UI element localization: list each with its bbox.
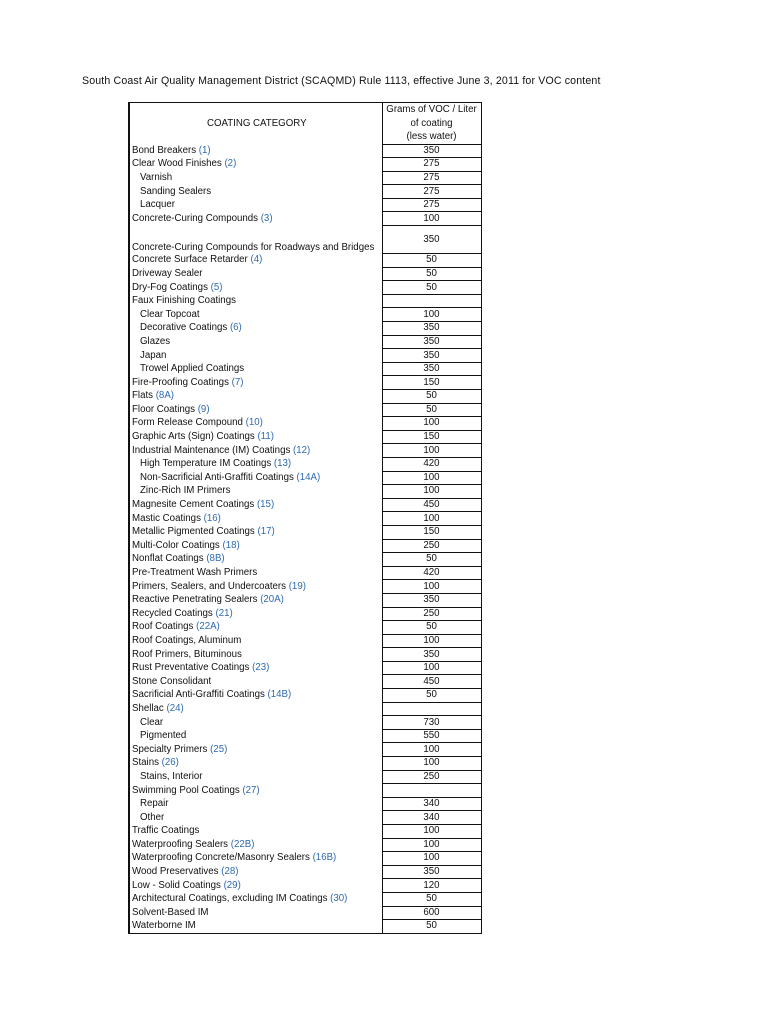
voc-limit-value: 150 [382, 430, 481, 444]
table-row [129, 566, 481, 580]
coating-category-cell [129, 335, 382, 349]
coating-category-name: Dry-Fog Coatings [132, 281, 208, 293]
table-row [129, 593, 481, 607]
voc-limit-value: 50 [382, 553, 481, 567]
footnote-reference: (2) [224, 158, 237, 170]
footnote-reference: (5) [210, 281, 223, 293]
coating-category-cell [129, 621, 382, 635]
table-row [129, 281, 481, 295]
coating-category-cell [129, 593, 382, 607]
footnote-reference: (11) [257, 431, 274, 443]
footnote-reference: (12) [293, 444, 311, 456]
voc-limit-value: 550 [382, 729, 481, 743]
voc-limit-value: 100 [382, 417, 481, 431]
coating-category-cell [129, 770, 382, 784]
coating-category-cell [129, 390, 382, 404]
table-row [129, 403, 481, 417]
coating-category-name: Floor Coatings [132, 403, 195, 415]
table-row [129, 920, 481, 934]
voc-limit-value: 600 [382, 906, 481, 920]
coating-category-name: Mastic Coatings [132, 512, 201, 524]
voc-limit-value: 450 [382, 498, 481, 512]
footnote-reference: (18) [222, 539, 240, 551]
coating-category-name: Decorative Coatings [140, 322, 228, 334]
voc-limit-value: 275 [382, 185, 481, 199]
footnote-reference: (7) [231, 376, 244, 388]
footnote-reference: (21) [215, 607, 233, 619]
coating-category-name: Waterproofing Sealers [132, 838, 229, 850]
coating-category-cell [129, 675, 382, 689]
table-row [129, 335, 481, 349]
coating-category-header: COATING CATEGORY [129, 103, 382, 145]
voc-limit-value: 50 [382, 403, 481, 417]
coating-category-cell [129, 661, 382, 675]
footnote-reference: (17) [257, 526, 275, 538]
coating-category-name: Swimming Pool Coatings [132, 784, 240, 796]
footnote-reference: (29) [223, 879, 241, 891]
footnote-reference: (28) [221, 866, 239, 878]
table-row [129, 322, 481, 336]
footnote-reference: (25) [210, 743, 228, 755]
coating-category-name: Non-Sacrificial Anti-Graffiti Coatings [140, 471, 294, 483]
footnote-reference: (8B) [206, 553, 225, 565]
table-row [129, 390, 481, 404]
coating-category-cell [129, 376, 382, 390]
voc-limit-value: 120 [382, 879, 481, 893]
voc-limit-value [382, 784, 481, 798]
table-row [129, 430, 481, 444]
footnote-reference: (24) [166, 702, 184, 714]
coating-category-cell [129, 906, 382, 920]
footnote-reference: (8A) [155, 390, 175, 402]
coating-category-cell [129, 757, 382, 771]
voc-limit-value: 100 [382, 580, 481, 594]
coating-category-name: Roof Primers, Bituminous [132, 648, 242, 660]
coating-category-cell [129, 308, 382, 322]
footnote-reference: (14A) [296, 471, 321, 483]
voc-limit-value: 100 [382, 743, 481, 757]
voc-limit-value: 50 [382, 892, 481, 906]
coating-category-cell [129, 729, 382, 743]
table-row [129, 770, 481, 784]
coating-category-name: Clear [140, 716, 164, 728]
table-header-row [129, 103, 481, 145]
coating-category-name: Concrete Surface Retarder [132, 254, 248, 266]
voc-limit-value: 450 [382, 675, 481, 689]
voc-limit-value: 275 [382, 171, 481, 185]
table-row [129, 212, 481, 226]
voc-limit-header-line-1: Grams of VOC / Liter [386, 104, 477, 115]
voc-limit-header-line-3: (less water) [406, 131, 457, 142]
document-title: South Coast Air Quality Management District (SCAQMD) Rule 1113, effective June 3, 2011 for VOC content [82, 75, 601, 87]
coating-category-name: Industrial Maintenance (IM) Coatings [132, 444, 291, 456]
voc-limit-value: 100 [382, 634, 481, 648]
coating-category-cell [129, 198, 382, 212]
coating-category-name: Varnish [140, 171, 173, 183]
coating-category-cell [129, 784, 382, 798]
coating-category-cell [129, 702, 382, 716]
coating-category-cell [129, 349, 382, 363]
voc-limit-header [382, 103, 481, 145]
table-row [129, 797, 481, 811]
table-row [129, 675, 481, 689]
voc-limit-value: 100 [382, 838, 481, 852]
coating-category-cell [129, 553, 382, 567]
coating-category-name: Roof Coatings, Aluminum [132, 634, 242, 646]
footnote-reference: (20A) [260, 594, 284, 606]
coating-category-name: Zinc-Rich IM Primers [140, 485, 231, 497]
footnote-reference: (22A) [196, 621, 220, 633]
table-row [129, 716, 481, 730]
voc-limit-value: 50 [382, 920, 481, 934]
voc-limit-value: 275 [382, 198, 481, 212]
coating-category-cell [129, 362, 382, 376]
voc-limit-value: 350 [382, 593, 481, 607]
coating-category-name: Specialty Primers [132, 743, 208, 755]
table-row [129, 362, 481, 376]
coating-category-name: Shellac [132, 702, 164, 714]
voc-limit-value: 150 [382, 376, 481, 390]
coating-category-cell [129, 852, 382, 866]
voc-limit-value: 250 [382, 607, 481, 621]
voc-limit-value: 50 [382, 621, 481, 635]
table-row [129, 553, 481, 567]
table-row [129, 308, 481, 322]
footnote-reference: (6) [229, 322, 242, 334]
voc-limit-value: 350 [382, 648, 481, 662]
table-row [129, 743, 481, 757]
voc-limit-value: 50 [382, 281, 481, 295]
table-row [129, 512, 481, 526]
footnote-reference: (19) [288, 580, 306, 592]
table-row [129, 158, 481, 172]
coating-category-cell [129, 865, 382, 879]
footnote-reference: (22B) [230, 838, 255, 850]
coating-category-cell [129, 525, 382, 539]
coating-category-cell [129, 226, 382, 254]
coating-category-cell [129, 430, 382, 444]
coating-category-name: Lacquer [140, 199, 176, 211]
footnote-reference: (10) [245, 417, 263, 429]
voc-limit-value: 340 [382, 797, 481, 811]
table-row [129, 144, 481, 158]
table-row [129, 825, 481, 839]
coating-category-cell [129, 417, 382, 431]
table-row [129, 580, 481, 594]
coating-category-name: Clear Wood Finishes [132, 158, 222, 170]
coating-category-name: Pigmented [140, 730, 187, 742]
voc-limit-value: 250 [382, 539, 481, 553]
table-row [129, 376, 481, 390]
voc-limit-value: 50 [382, 254, 481, 268]
coating-category-name: Rust Preventative Coatings [132, 662, 250, 674]
coating-category-name: Multi-Color Coatings [132, 539, 220, 551]
coating-category-cell [129, 743, 382, 757]
table-row [129, 689, 481, 703]
table-row [129, 185, 481, 199]
coating-category-name: Waterproofing Concrete/Masonry Sealers [132, 852, 310, 864]
coating-category-cell [129, 811, 382, 825]
coating-category-name: Glazes [140, 335, 171, 347]
coating-category-cell [129, 403, 382, 417]
coating-category-cell [129, 294, 382, 308]
table-row [129, 485, 481, 499]
voc-limit-value: 420 [382, 566, 481, 580]
coating-category-cell [129, 689, 382, 703]
table-row [129, 906, 481, 920]
voc-limit-header-line-2: of coating [410, 117, 453, 129]
table-row [129, 444, 481, 458]
table-row [129, 648, 481, 662]
table-row [129, 349, 481, 363]
coating-category-cell [129, 158, 382, 172]
voc-limit-value: 100 [382, 212, 481, 226]
coating-category-name: Roof Coatings [132, 621, 194, 633]
coating-category-name: Driveway Sealer [132, 267, 203, 279]
table-row [129, 294, 481, 308]
coating-category-cell [129, 566, 382, 580]
coating-category-name: Metallic Pigmented Coatings [132, 526, 255, 538]
table-body [129, 144, 481, 933]
coating-category-name: Solvent-Based IM [132, 906, 209, 918]
coating-category-name: Architectural Coatings, excluding IM Coatings [132, 893, 328, 905]
coating-category-cell [129, 457, 382, 471]
voc-limit-value: 150 [382, 525, 481, 539]
voc-limit-value: 100 [382, 512, 481, 526]
coating-category-name: Other [140, 811, 165, 823]
coating-category-name: Recycled Coatings [132, 607, 213, 619]
footnote-reference: (1) [198, 144, 211, 156]
coating-category-name: Form Release Compound [132, 417, 243, 429]
footnote-reference: (15) [256, 499, 275, 511]
table-row [129, 757, 481, 771]
voc-limit-value: 50 [382, 689, 481, 703]
coating-category-name: Graphic Arts (Sign) Coatings [132, 431, 255, 443]
table-row [129, 838, 481, 852]
coating-category-name: Nonflat Coatings [132, 553, 204, 565]
coating-category-cell [129, 920, 382, 934]
table-row [129, 226, 481, 254]
coating-category-name: Stains [132, 757, 159, 769]
footnote-reference: (16B) [312, 852, 337, 864]
coating-category-cell [129, 498, 382, 512]
table-row [129, 729, 481, 743]
voc-limit-value: 350 [382, 335, 481, 349]
coating-category-name: Stone Consolidant [132, 675, 212, 687]
footnote-reference: (27) [242, 784, 260, 796]
table-row [129, 892, 481, 906]
voc-limit-value: 350 [382, 322, 481, 336]
coating-category-cell [129, 444, 382, 458]
coating-category-name: Concrete-Curing Compounds [132, 212, 258, 224]
coating-category-name: Clear Topcoat [140, 308, 200, 320]
coating-category-cell [129, 512, 382, 526]
voc-limit-value: 420 [382, 457, 481, 471]
footnote-reference: (3) [260, 212, 273, 224]
voc-limit-value: 340 [382, 811, 481, 825]
coating-category-cell [129, 648, 382, 662]
coating-category-name: Fire-Proofing Coatings [132, 376, 229, 388]
voc-limit-value: 100 [382, 308, 481, 322]
voc-limit-value: 730 [382, 716, 481, 730]
coating-category-cell [129, 485, 382, 499]
footnote-reference: (13) [273, 458, 292, 470]
table-row [129, 607, 481, 621]
coating-category-name: Trowel Applied Coatings [140, 363, 245, 375]
voc-limit-value: 100 [382, 661, 481, 675]
coating-category-name: Pre-Treatment Wash Primers [132, 567, 258, 579]
voc-limit-value: 350 [382, 362, 481, 376]
coating-category-cell [129, 185, 382, 199]
coating-category-cell [129, 539, 382, 553]
voc-limit-value: 275 [382, 158, 481, 172]
table-row [129, 702, 481, 716]
footnote-reference: (16) [203, 512, 221, 524]
table-row [129, 525, 481, 539]
coating-category-name: High Temperature IM Coatings [140, 458, 272, 470]
coating-category-name: Japan [140, 349, 167, 361]
footnote-reference: (23) [252, 662, 270, 674]
coating-category-cell [129, 838, 382, 852]
coating-category-name: Sacrificial Anti-Graffiti Coatings [132, 689, 265, 701]
table-row [129, 471, 481, 485]
voc-limit-value: 100 [382, 485, 481, 499]
coating-category-name: Sanding Sealers [140, 185, 212, 197]
table-row [129, 254, 481, 268]
voc-limit-value: 50 [382, 390, 481, 404]
table-row [129, 417, 481, 431]
table-row [129, 865, 481, 879]
footnote-reference: (4) [250, 254, 263, 266]
coating-category-cell [129, 634, 382, 648]
voc-limit-value: 100 [382, 444, 481, 458]
table-row [129, 661, 481, 675]
table-row [129, 621, 481, 635]
footnote-reference: (9) [197, 403, 210, 415]
voc-limit-value: 100 [382, 852, 481, 866]
table-row [129, 634, 481, 648]
table-row [129, 267, 481, 281]
coating-category-cell [129, 144, 382, 158]
coating-category-cell [129, 254, 382, 268]
table-row [129, 198, 481, 212]
coating-category-cell [129, 607, 382, 621]
voc-limit-value [382, 294, 481, 308]
voc-limits-table [128, 102, 482, 934]
table-row [129, 784, 481, 798]
coating-category-name: Primers, Sealers, and Undercoaters [132, 580, 286, 592]
coating-category-name: Wood Preservatives [132, 866, 219, 878]
voc-limit-value: 350 [382, 865, 481, 879]
coating-category-cell [129, 322, 382, 336]
coating-category-cell [129, 580, 382, 594]
voc-limit-value: 350 [382, 144, 481, 158]
voc-limit-value: 100 [382, 757, 481, 771]
table-row [129, 811, 481, 825]
coating-category-name: Concrete-Curing Compounds for Roadways and Bridges [132, 241, 375, 253]
table-row [129, 171, 481, 185]
table-row [129, 539, 481, 553]
coating-category-cell [129, 212, 382, 226]
table-row [129, 498, 481, 512]
coating-category-cell [129, 797, 382, 811]
coating-category-cell [129, 892, 382, 906]
table-row [129, 457, 481, 471]
coating-category-name: Faux Finishing Coatings [132, 295, 236, 307]
voc-limit-value: 100 [382, 825, 481, 839]
coating-category-name: Low - Solid Coatings [132, 879, 221, 891]
coating-category-cell [129, 471, 382, 485]
coating-category-cell [129, 825, 382, 839]
coating-category-cell [129, 171, 382, 185]
coating-category-name: Magnesite Cement Coatings [132, 499, 255, 511]
coating-category-name: Waterborne IM [132, 920, 196, 932]
coating-category-cell [129, 716, 382, 730]
coating-category-cell [129, 281, 382, 295]
coating-category-cell [129, 267, 382, 281]
voc-limit-value: 50 [382, 267, 481, 281]
footnote-reference: (14B) [267, 689, 292, 701]
voc-limit-value [382, 702, 481, 716]
coating-category-name: Repair [140, 798, 169, 810]
coating-category-name: Traffic Coatings [132, 825, 200, 837]
table-row [129, 879, 481, 893]
coating-category-name: Bond Breakers [132, 144, 197, 156]
coating-category-name: Flats [132, 390, 153, 402]
footnote-reference: (30) [330, 893, 348, 905]
voc-limit-value: 250 [382, 770, 481, 784]
coating-category-cell [129, 879, 382, 893]
coating-category-name: Stains, Interior [140, 770, 203, 782]
footnote-reference: (26) [161, 757, 179, 769]
voc-limit-value: 350 [382, 349, 481, 363]
table-row [129, 852, 481, 866]
voc-limit-value: 350 [382, 226, 481, 254]
voc-limit-value: 100 [382, 471, 481, 485]
coating-category-name: Reactive Penetrating Sealers [132, 594, 258, 606]
